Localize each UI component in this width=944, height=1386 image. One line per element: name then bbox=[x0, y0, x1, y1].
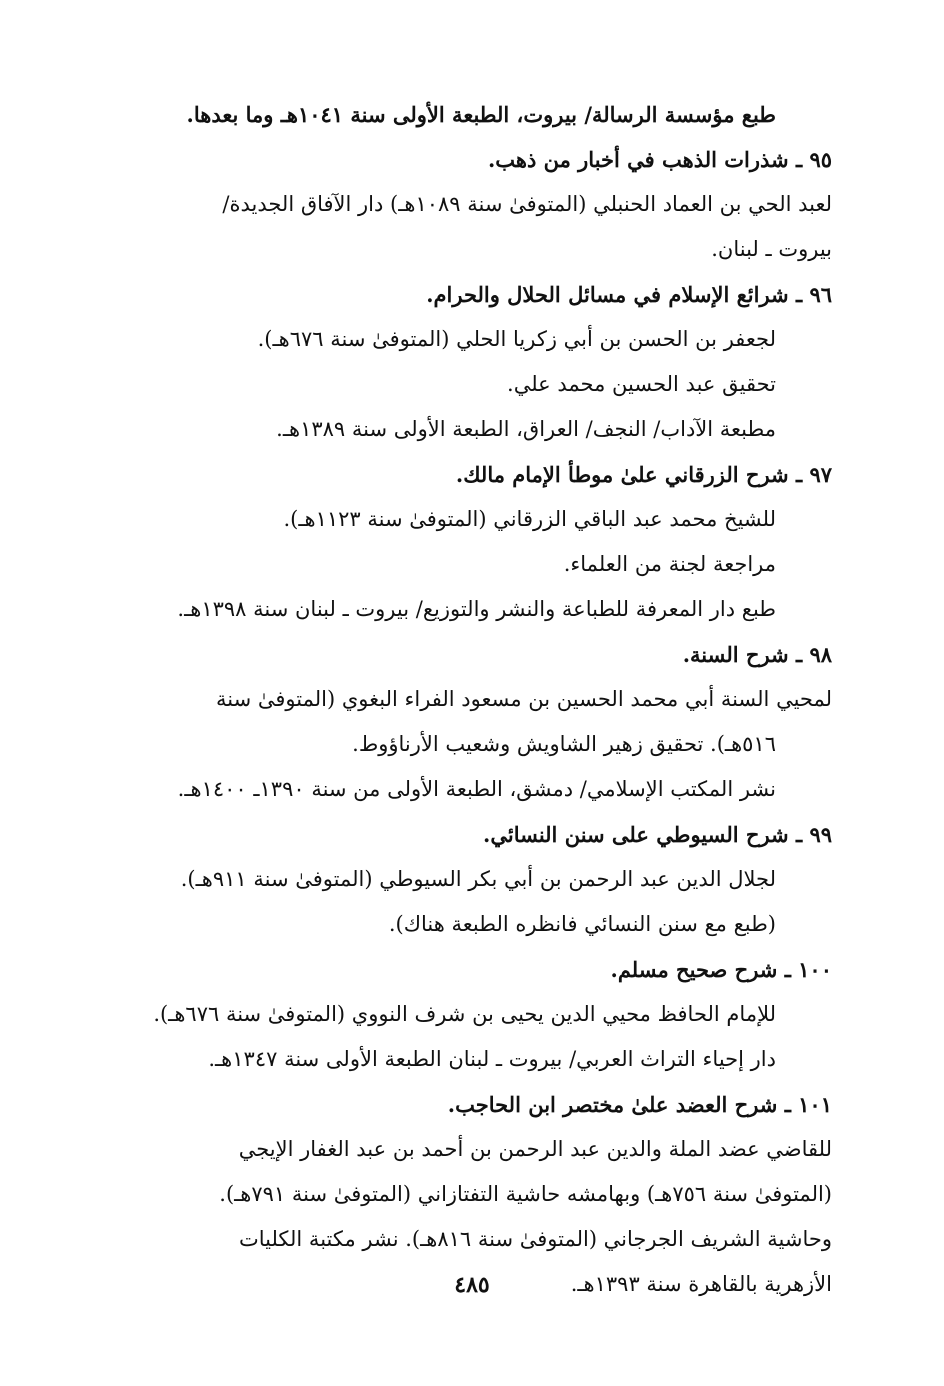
entry-editor-line: مراجعة لجنة من العلماء. bbox=[563, 552, 776, 576]
page-number: ٤٨٥ bbox=[454, 1272, 490, 1298]
entry-note-line: (طبع مع سنن النسائي فانظره الطبعة هناك). bbox=[388, 912, 776, 936]
entry-continuation-line: ٥١٦هـ). تحقيق زهير الشاويش وشعيب الأرناؤوط. bbox=[352, 732, 776, 756]
entry-author-line: للشيخ محمد عبد الباقي الزرقاني (المتوفىٰ سنة ١١٢٣هـ). bbox=[283, 507, 776, 531]
entry-body-line: الأزهرية بالقاهرة سنة ١٣٩٣هـ. bbox=[570, 1272, 832, 1296]
entry-body-line: لمحيي السنة أبي محمد الحسين بن مسعود الفراء البغوي (المتوفىٰ سنة bbox=[215, 687, 832, 711]
publication-line: مطبعة الآداب/ النجف/ العراق، الطبعة الأولى سنة ١٣٨٩هـ. bbox=[276, 417, 776, 441]
entry-heading-95: ٩٥ ـ شذرات الذهب في أخبار من ذهب. bbox=[487, 147, 832, 172]
entry-heading-97: ٩٧ ـ شرح الزرقاني علىٰ موطأ الإمام مالك. bbox=[455, 462, 832, 487]
publication-line: طبع مؤسسة الرسالة/ بيروت، الطبعة الأولى سنة ١٠٤١هـ وما بعدها. bbox=[186, 102, 776, 127]
entry-heading-98: ٩٨ ـ شرح السنة. bbox=[682, 642, 832, 667]
entry-heading-96: ٩٦ ـ شرائع الإسلام في مسائل الحلال والحرام. bbox=[426, 282, 832, 307]
entry-heading-101: ١٠١ ـ شرح العضد علىٰ مختصر ابن الحاجب. bbox=[447, 1092, 832, 1117]
entry-editor-line: تحقيق عبد الحسين محمد علي. bbox=[507, 372, 776, 396]
publication-line: طبع دار المعرفة للطباعة والنشر والتوزيع/ بيروت ـ لبنان سنة ١٣٩٨هـ. bbox=[177, 597, 776, 621]
bibliography-column bbox=[112, 92, 832, 1307]
publication-line: نشر المكتب الإسلامي/ دمشق، الطبعة الأولى من سنة ١٣٩٠ـ ١٤٠٠هـ. bbox=[177, 777, 776, 801]
entry-heading-100: ١٠٠ ـ شرح صحيح مسلم. bbox=[610, 957, 832, 982]
entry-author-line: للإمام الحافظ محيي الدين يحيى بن شرف النووي (المتوفىٰ سنة ٦٧٦هـ). bbox=[153, 1002, 776, 1026]
entry-author-line: لجلال الدين عبد الرحمن بن أبي بكر السيوطي (المتوفىٰ سنة ٩١١هـ). bbox=[180, 867, 776, 891]
entry-body-line: للقاضي عضد الملة والدين عبد الرحمن بن أحمد بن عبد الغفار الإيجي bbox=[238, 1137, 832, 1161]
entry-body-line: بيروت ـ لبنان. bbox=[711, 237, 832, 261]
publication-line: دار إحياء التراث العربي/ بيروت ـ لبنان الطبعة الأولى سنة ١٣٤٧هـ. bbox=[208, 1047, 776, 1071]
entry-author-line: لجعفر بن الحسن بن أبي زكريا الحلي (المتوفىٰ سنة ٦٧٦هـ). bbox=[257, 327, 776, 351]
entry-body-line: (المتوفىٰ سنة ٧٥٦هـ) وبهامشه حاشية التفتازاني (المتوفىٰ سنة ٧٩١هـ). bbox=[219, 1182, 832, 1206]
entry-body-line: وحاشية الشريف الجرجاني (المتوفىٰ سنة ٨١٦هـ). نشر مكتبة الكليات bbox=[238, 1227, 832, 1251]
entry-body-line: لعبد الحي بن العماد الحنبلي (المتوفىٰ سنة ١٠٨٩هـ) دار الآفاق الجديدة/ bbox=[222, 192, 832, 216]
entry-heading-99: ٩٩ ـ شرح السيوطي على سنن النسائي. bbox=[483, 822, 832, 847]
